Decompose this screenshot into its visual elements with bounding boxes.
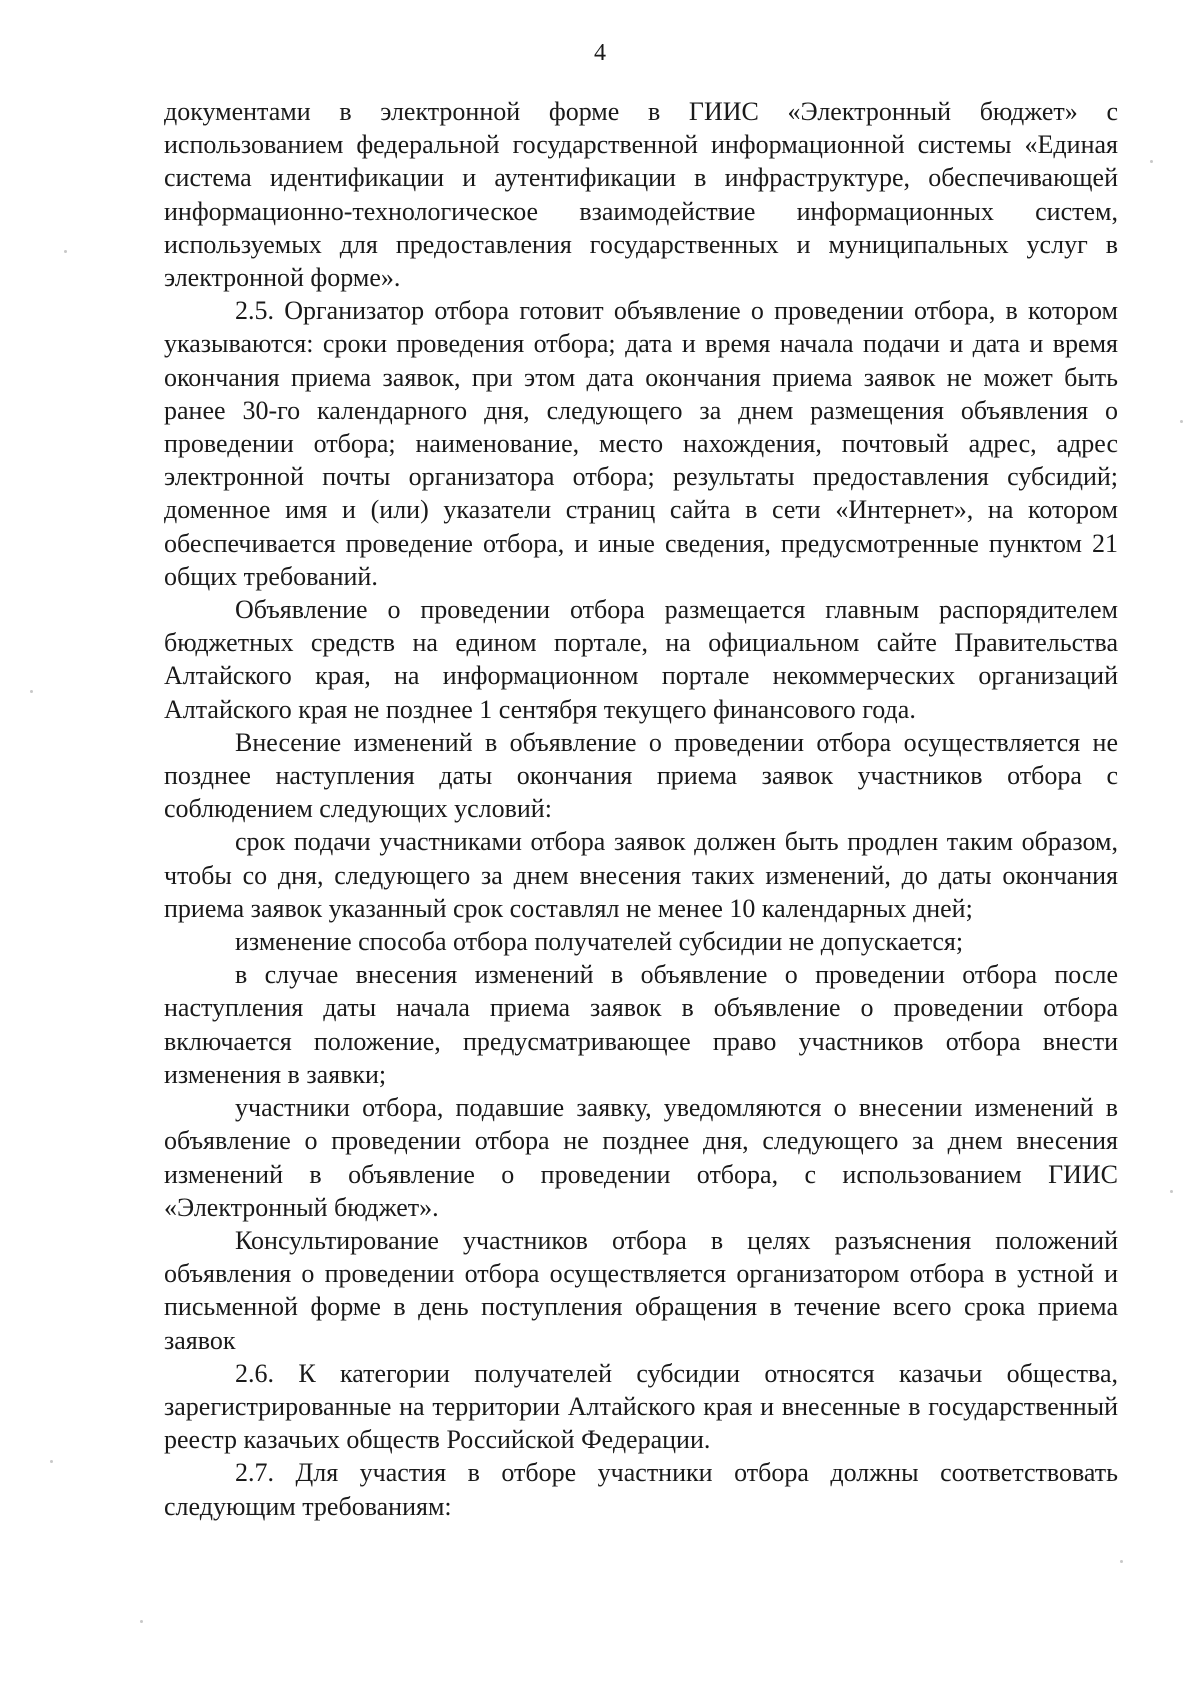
document-body xyxy=(164,95,1118,1523)
paragraph-condition-right: в случае внесения изменений в объявление о проведении отбора после наступления даты начала приема заявок в объявление о проведении отбора включается положение, предусматривающее право участников отбора внести изменения в заявки; xyxy=(164,960,1118,1089)
paragraph-consulting: Консультирование участников отбора в целях разъяснения положений объявления о проведении отбора осуществляется организатором отбора в устной и письменной форме в день поступления обращения в течение всего срока приема заявок xyxy=(164,1225,1118,1355)
scan-speck xyxy=(140,1620,143,1623)
paragraph-condition-method: изменение способа отбора получателей субсидии не допускается; xyxy=(235,927,964,957)
paragraph-2-6: 2.6. К категории получателей субсидии относятся казачьи общества, зарегистрированные на территории Алтайского края и внесенные в государственный реестр казачьих обществ Российской Федерации. xyxy=(164,1358,1118,1455)
paragraph-announcement-placement: Объявление о проведении отбора размещается главным распорядителем бюджетных средств на едином портале, на официальном сайте Правительства Алтайского края, на информационном портале некоммерческих организаций Алтайского края не позднее 1 сентября текущего финансового года. xyxy=(164,595,1118,724)
scan-speck xyxy=(1180,420,1183,423)
paragraph-changes: Внесение изменений в объявление о проведении отбора осуществляется не позднее наступления даты окончания приема заявок участников отбора с соблюдением следующих условий: xyxy=(164,727,1118,824)
scan-speck xyxy=(1170,1190,1173,1193)
paragraph-2-5: 2.5. Организатор отбора готовит объявление о проведении отбора, в котором указываются: сроки проведения отбора; дата и время начала подачи и дата и время окончания приема заявок, при этом дата окончания приема заявок не может быть ранее 30-го календарного дня, следующего за днем размещения объявления о проведении отбора; наименование, место нахождения, почтовый адрес, адрес электронной почты организатора отбора; результаты предоставления субсидий; доменное имя и (или) указатели страниц сайта в сети «Интернет», на котором обеспечивается проведение отбора, и иные сведения, предусмотренные пунктом 21 общих требований. xyxy=(164,296,1118,591)
paragraph-condition-deadline: срок подачи участниками отбора заявок должен быть продлен таким образом, чтобы со дня, следующего за днем внесения таких изменений, до даты окончания приема заявок указанный срок составлял не менее 10 календарных дней; xyxy=(164,827,1118,923)
scan-speck xyxy=(50,1460,53,1463)
scan-speck xyxy=(1120,1560,1123,1563)
page-number: 4 xyxy=(594,40,606,66)
paragraph-2-7: 2.7. Для участия в отборе участники отбора должны соответствовать следующим требованиям: xyxy=(164,1458,1118,1521)
paragraph-condition-notify: участники отбора, подавшие заявку, уведомляются о внесении изменений в объявление о проведении отбора не позднее дня, следующего за днем внесения изменений в объявление о проведении отбора, с использованием ГИИС «Электронный бюджет». xyxy=(164,1093,1118,1222)
scan-speck xyxy=(30,690,33,693)
paragraph-intro: документами в электронной форме в ГИИС «Электронный бюджет» с использованием федеральной государственной информационной системы «Единая система идентификации и аутентификации в инфраструктуре, обеспечивающей информационно-технологическое взаимодействие информационных систем, используемых для предоставления государственных и муниципальных услуг в электронной форме». xyxy=(164,97,1118,293)
scan-speck xyxy=(1150,160,1153,163)
scan-speck xyxy=(64,250,67,253)
